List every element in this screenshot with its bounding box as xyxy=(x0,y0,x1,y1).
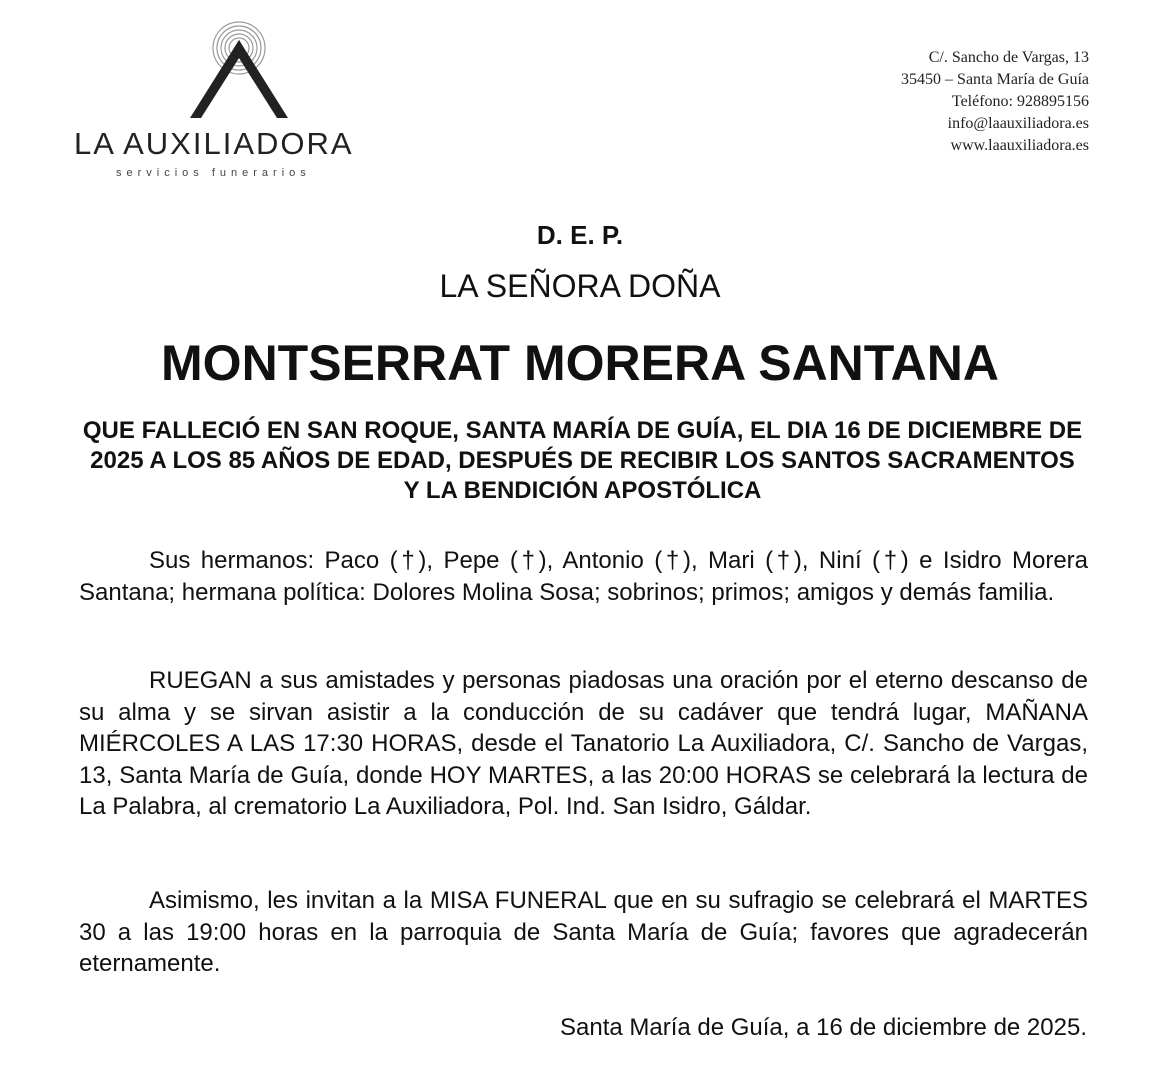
contact-web: www.laauxiliadora.es xyxy=(950,137,1089,154)
logo-a-emblem-icon xyxy=(184,18,294,123)
contact-block xyxy=(901,47,1089,157)
request-paragraph: RUEGAN a sus amistades y personas piadosas una oración por el eterno descanso de su alma y se sirvan asistir a la conducción de su cadáver que tendrá lugar, MAÑANA MIÉRCOLES A LAS 17:30 HORAS, desde el Tanatorio La Auxiliadora, C/. Sancho de Vargas, 13, Santa María de Guía, donde HOY MARTES, a las 20:00 HORAS se celebrará la lectura de La Palabra, al crematorio La Auxiliadora, Pol. Ind. San Isidro, Gáldar. xyxy=(79,667,1088,820)
brand-name: LA AUXILIADORA xyxy=(74,126,354,161)
mass-paragraph: Asimismo, les invitan a la MISA FUNERAL que en su sufragio se celebrará el MARTES 30 a las 19:00 horas en la parroquia de Santa María de Guía; favores que agradecerán eternamente. xyxy=(79,887,1088,977)
brand-tagline: servicios funerarios xyxy=(116,167,311,179)
company-logo xyxy=(60,10,405,179)
deceased-details: QUE FALLECIÓ EN SAN ROQUE, SANTA MARÍA DE GUÍA, EL DIA 16 DE DICIEMBRE DE 2025 A LOS 85 AÑOS DE EDAD, DESPUÉS DE RECIBIR LOS SANTOS SACRAMENTOS Y LA BENDICIÓN APOSTÓLICA xyxy=(82,417,1083,504)
signoff-date: Santa María de Guía, a 16 de diciembre de 2025. xyxy=(559,1014,1087,1041)
deceased-name: MONTSERRAT MORERA SANTANA xyxy=(161,335,999,391)
family-paragraph: Sus hermanos: Paco (†), Pepe (†), Antonio (†), Mari (†), Niní (†) e Isidro Morera Santana; hermana política: Dolores Molina Sosa; sobrinos; primos; amigos y demás familia. xyxy=(79,547,1088,606)
honorific: LA SEÑORA DOÑA xyxy=(439,268,721,304)
contact-city: 35450 – Santa María de Guía xyxy=(901,71,1089,88)
contact-phone: Teléfono: 928895156 xyxy=(951,93,1089,110)
contact-email: info@laauxiliadora.es xyxy=(947,115,1089,132)
contact-address: C/. Sancho de Vargas, 13 xyxy=(928,49,1089,66)
dep-heading: D. E. P. xyxy=(536,220,624,250)
